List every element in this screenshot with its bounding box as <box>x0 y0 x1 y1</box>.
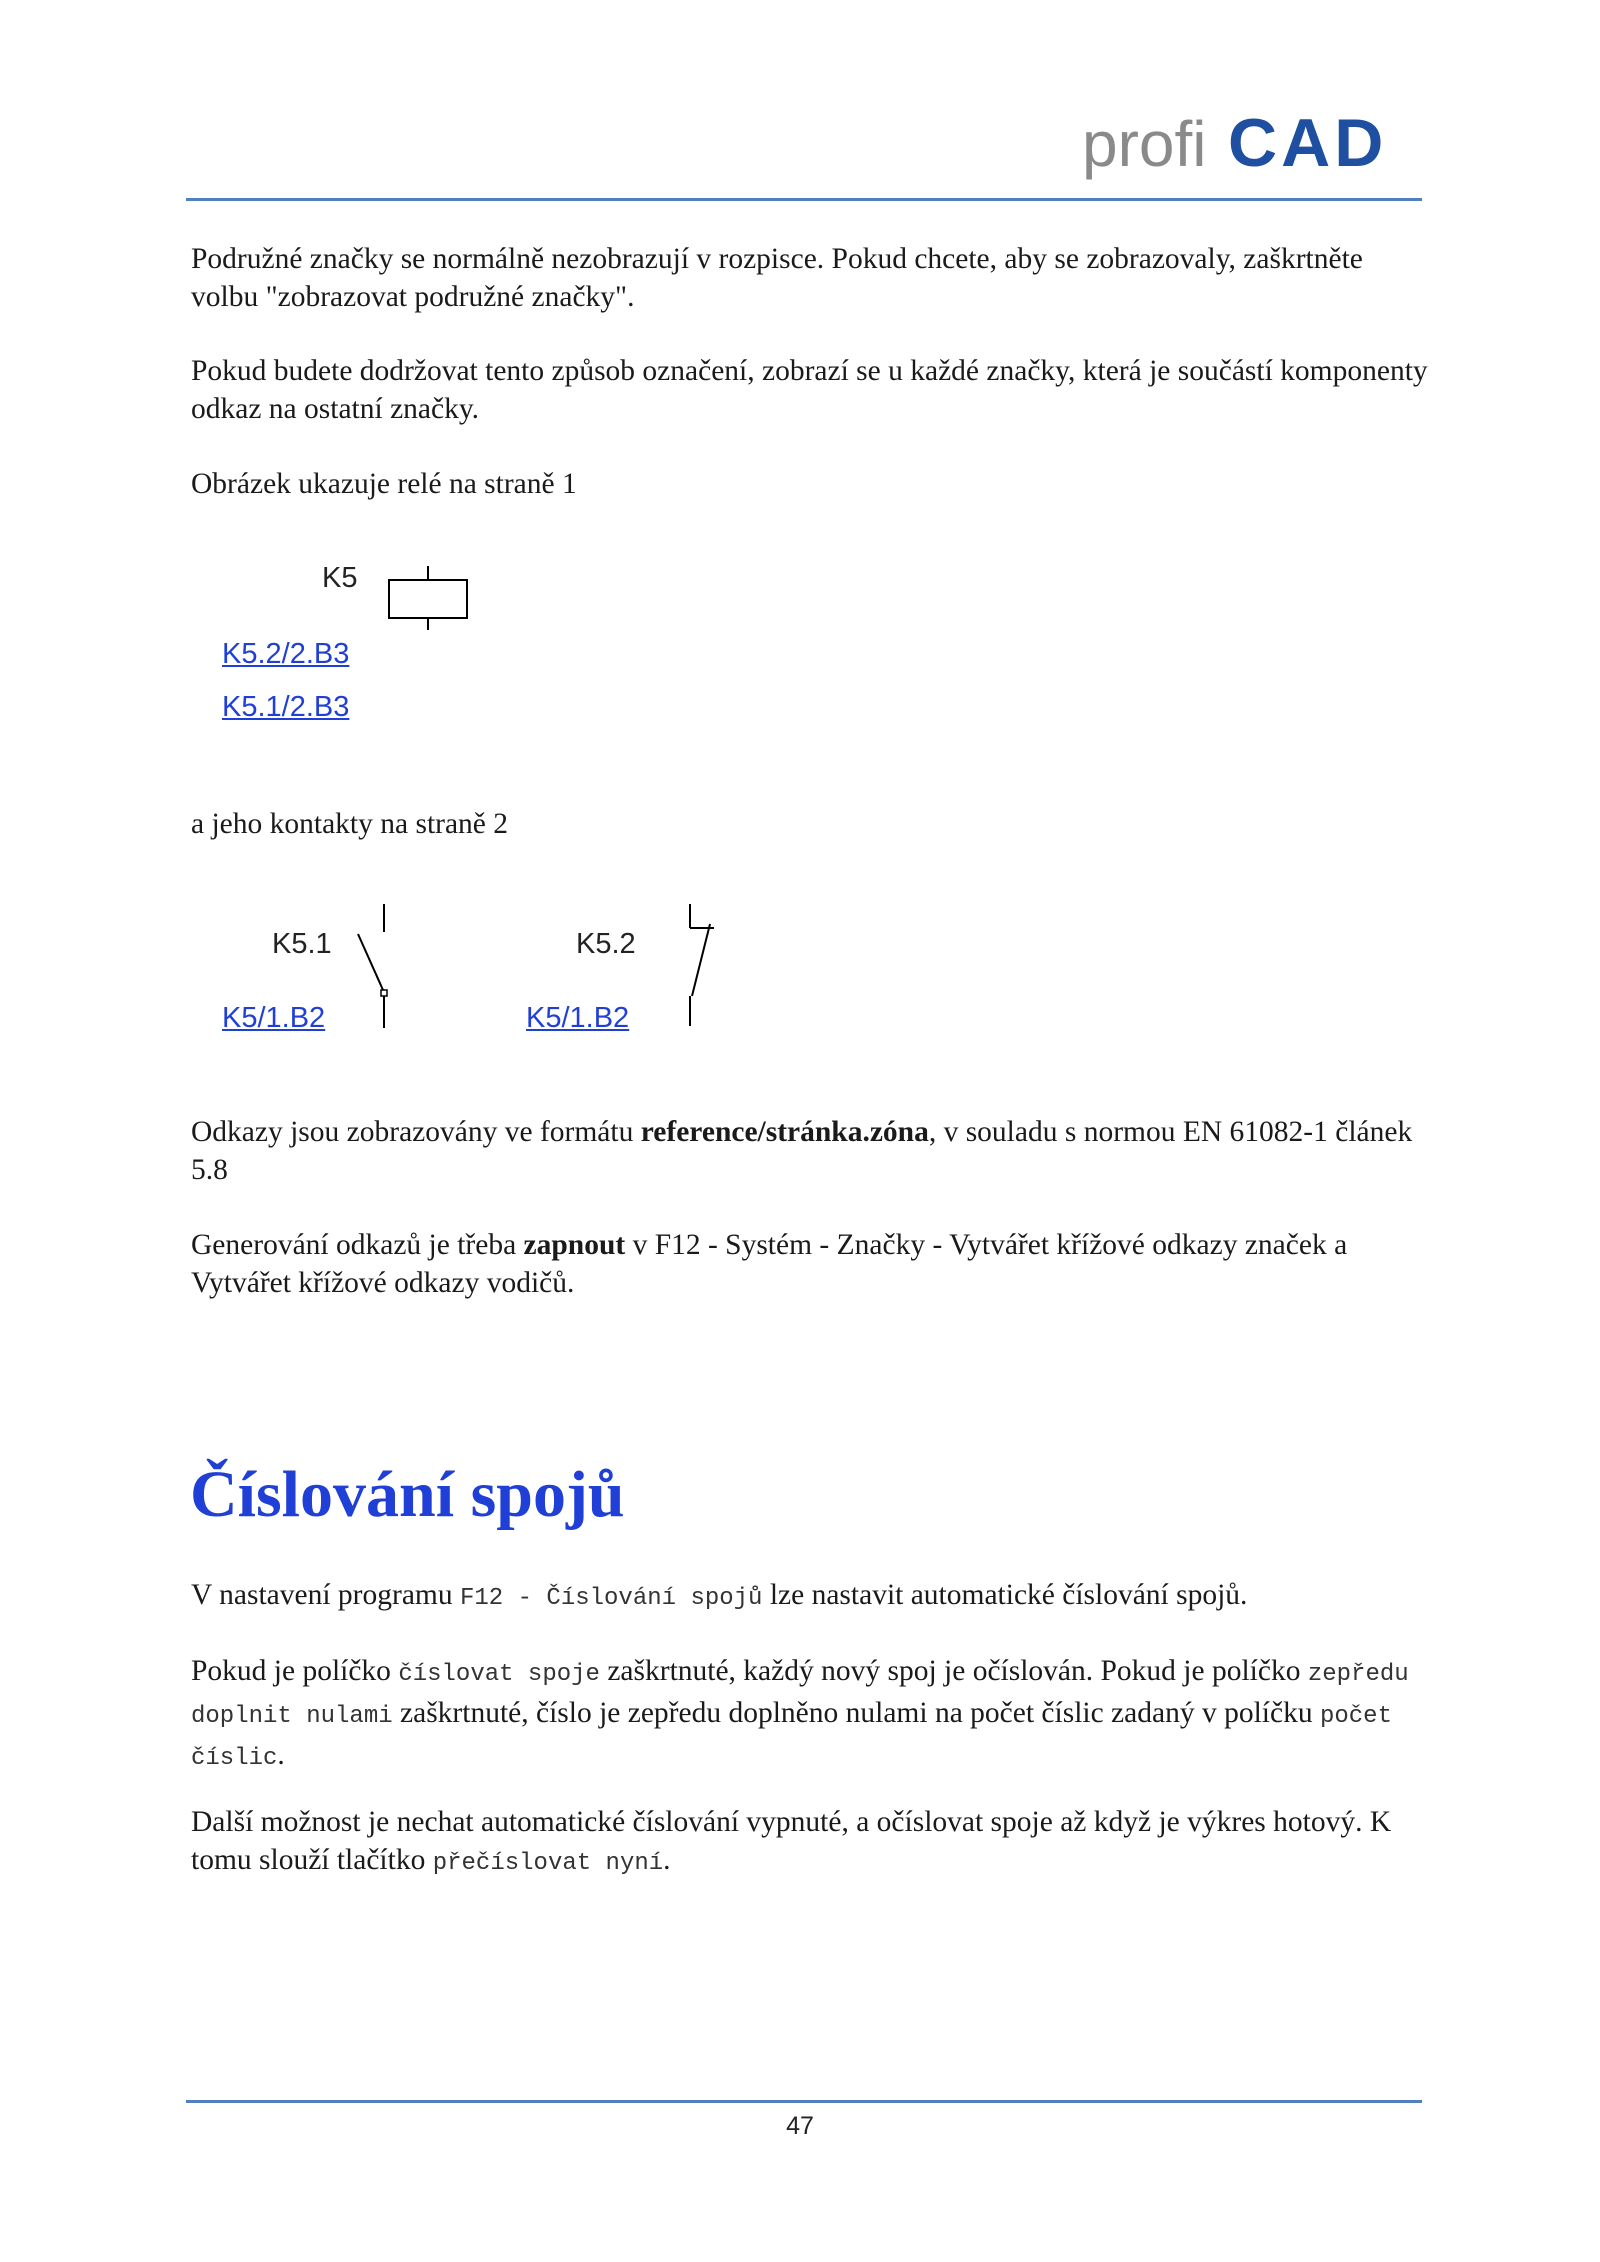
footer-rule <box>186 2100 1422 2103</box>
paragraph-numbering-options <box>191 1652 1431 1778</box>
numbering-code: F12 - Číslování spojů <box>460 1585 763 1612</box>
renumber-text-pre: Další možnost je nechat automatické číslování vypnuté, a očíslovat spoje až když je výkres hotový. K tomu slouží tlačítko <box>191 1806 1392 1876</box>
options-code-digit-count: počet číslic <box>191 1703 1392 1772</box>
contact2-symbol <box>678 900 728 1030</box>
ref-format-text-post: , v souladu s normou EN 61082-1 článek 5.8 <box>191 1116 1413 1186</box>
options-text-b: zaškrtnuté, každý nový spoj je očíslován. Pokud je políčko <box>599 1655 1308 1687</box>
relay-coil-diagram <box>190 550 590 730</box>
enable-bold: zapnout <box>523 1229 626 1261</box>
paragraph-numbering-settings <box>191 1576 1431 1618</box>
paragraph-contacts-caption: a jeho kontakty na straně 2 <box>191 808 509 840</box>
numbering-text-pre: V nastavení programu <box>191 1579 460 1611</box>
enable-text-post: v F12 - Systém - Značky - Vytvářet křížové odkazy značek a Vytvářet křížové odkazy vodičů. <box>191 1229 1348 1299</box>
options-text-d: . <box>277 1739 285 1771</box>
paragraph-renumber <box>191 1803 1431 1883</box>
paragraph-relay-caption: Obrázek ukazuje relé na straně 1 <box>191 468 577 500</box>
paragraph-subsidiary-symbols: Podružné značky se normálně nezobrazují v rozpisce. Pokud chcete, aby se zobrazovaly, zaškrtněte volbu "zobrazovat podružné značky". <box>191 243 1363 313</box>
numbering-text-post: lze nastavit automatické číslování spojů. <box>762 1579 1248 1611</box>
paragraph-enable-generation <box>191 1226 1431 1302</box>
coil-xref-k5-1[interactable]: K5.1/2.B3 <box>222 691 350 723</box>
logo-text-profi: profi <box>1082 108 1207 180</box>
ref-format-text-pre: Odkazy jsou zobrazovány ve formátu <box>191 1116 641 1148</box>
options-code-leading-zeros: zepředu doplnit nulami <box>191 1661 1409 1730</box>
options-code-number-wires: číslovat spoje <box>398 1661 600 1688</box>
header-rule <box>186 198 1422 201</box>
contact2-label: K5.2 <box>576 928 636 960</box>
contact1-label: K5.1 <box>272 928 332 960</box>
options-text-a: Pokud je políčko <box>191 1655 399 1687</box>
proficad-logo <box>1082 104 1412 184</box>
enable-text-pre: Generování odkazů je třeba <box>191 1229 524 1261</box>
renumber-text-post: . <box>663 1844 671 1876</box>
coil-symbol <box>388 550 488 630</box>
paragraph-cross-reference: Pokud budete dodržovat tento způsob označení, zobrazí se u každé značky, která je součástí komponenty odkaz na ostatní značky. <box>191 355 1428 425</box>
contact2-xref[interactable]: K5/1.B2 <box>526 1002 630 1034</box>
renumber-code: přečíslovat nyní <box>432 1850 664 1877</box>
contact1-symbol <box>355 900 395 1030</box>
coil-xref-k5-2[interactable]: K5.2/2.B3 <box>222 638 350 670</box>
contacts-diagram <box>190 900 790 1050</box>
contact1-xref[interactable]: K5/1.B2 <box>222 1002 326 1034</box>
paragraph-reference-format <box>191 1113 1431 1189</box>
options-text-c: zaškrtnuté, číslo je zepředu doplněno nulami na počet číslic zadaný v políčku <box>392 1697 1320 1729</box>
coil-label: K5 <box>322 562 358 594</box>
page-number: 47 <box>786 2112 814 2140</box>
ref-format-bold: reference/stránka.zóna <box>640 1116 929 1148</box>
section-heading: Číslování spojů <box>190 1458 625 1531</box>
logo-text-cad: CAD <box>1228 105 1388 181</box>
